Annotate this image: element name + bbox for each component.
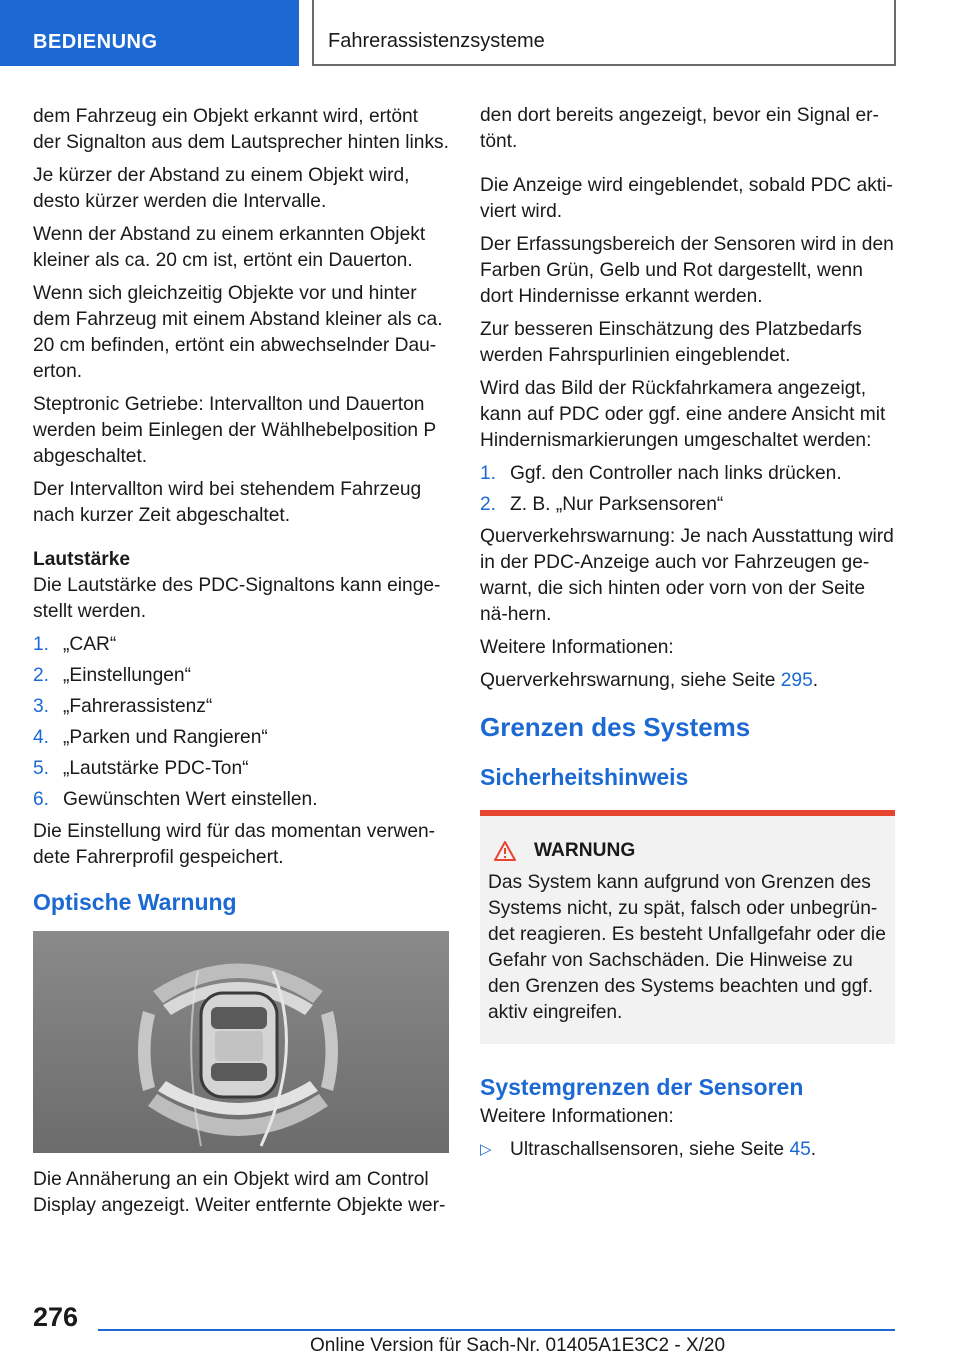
paragraph: Die Einstellung wird für das momentan verwen-dete Fahrerprofil gespeichert. <box>33 821 436 868</box>
list-item <box>33 694 451 720</box>
camera-steps-list <box>480 461 895 518</box>
step-text: Z. B. „Nur Parksensoren“ <box>510 494 724 515</box>
figure-caption: Die Annäherung an ein Objekt wird am Control Display angezeigt. Weiter entfernte Objekte wer- <box>33 1169 446 1216</box>
warning-title-row <box>488 838 887 864</box>
page-number: 276 <box>33 1302 79 1332</box>
sensor-limits-heading: Systemgrenzen der Sensoren <box>480 1074 804 1100</box>
warning-text: Das System kann aufgrund von Grenzen des Systems nicht, zu spät, falsch oder unbegrün-det reagieren. Es besteht Unfallgefahr oder die Gefahr von Sachschäden. Die Hinweise zu den Grenzen des Systems beachten und ggf. aktiv eingreifen. <box>488 872 886 1023</box>
cross-reference <box>480 668 895 694</box>
step-number: 1. <box>33 634 50 655</box>
page-link-45[interactable]: 45 <box>789 1139 811 1160</box>
step-text: „CAR“ <box>63 634 117 655</box>
list-item <box>33 632 451 658</box>
paragraph: dem Fahrzeug ein Objekt erkannt wird, ertönt der Signalton aus dem Lautsprecher hinten links. <box>33 106 449 153</box>
car-sensor-icon <box>33 931 449 1153</box>
step-text: „Lautstärke PDC-Ton“ <box>63 758 249 779</box>
paragraph: Der Intervallton wird bei stehendem Fahrzeug nach kurzer Zeit abgeschaltet. <box>33 479 422 526</box>
warning-box <box>480 810 895 1044</box>
volume-heading: Lautstärke <box>33 549 131 570</box>
safety-heading: Sicherheitshinweis <box>480 764 689 790</box>
step-number: 2. <box>480 494 497 515</box>
warning-title: WARNUNG <box>534 840 636 861</box>
paragraph: Querverkehrswarnung: Je nach Ausstattung wird in der PDC-Anzeige auch vor Fahrzeugen ge-warnt, die sich hinten oder vorn von der Seite nä-hern. <box>480 526 894 625</box>
paragraph: Die Anzeige wird eingeblendet, sobald PDC akti-viert wird. <box>480 175 893 222</box>
list-item <box>480 1137 895 1163</box>
bullet-text <box>510 1137 816 1163</box>
online-version-note: Online Version für Sach-Nr. 01405A1E3C2 - X/20 <box>310 1335 726 1356</box>
reference-suffix: . <box>810 1139 817 1160</box>
reference-suffix: . <box>812 670 819 691</box>
triangle-bullet-icon: ▷ <box>480 1141 492 1158</box>
step-text: „Einstellungen“ <box>63 665 191 686</box>
step-number: 5. <box>33 758 50 779</box>
volume-steps-list <box>33 632 451 813</box>
paragraph: Die Lautstärke des PDC-Signaltons kann einge-stellt werden. <box>33 575 441 622</box>
paragraph: Steptronic Getriebe: Intervallton und Dauerton werden beim Einlegen der Wählhebelposition P abgeschaltet. <box>33 394 436 467</box>
left-column <box>33 104 451 1226</box>
step-text: Gewünschten Wert einstellen. <box>63 789 318 810</box>
optical-warning-heading: Optische Warnung <box>33 889 237 915</box>
chapter-title: Fahrerassistenzsysteme <box>312 0 896 66</box>
paragraph: Wenn der Abstand zu einem erkannten Objekt kleiner als ca. 20 cm ist, ertönt ein Dauerton. <box>33 224 426 271</box>
list-item <box>33 787 451 813</box>
step-number: 1. <box>480 463 497 484</box>
paragraph: Wenn sich gleichzeitig Objekte vor und hinter dem Fahrzeug mit einem Abstand kleiner als ca. 20 cm befinden, ertönt ein abwechselnder Dau-erton. <box>33 283 443 382</box>
footer-divider <box>98 1329 895 1331</box>
list-item <box>33 756 451 782</box>
limits-heading: Grenzen des Systems <box>480 712 751 742</box>
step-text: Ggf. den Controller nach links drücken. <box>510 463 842 484</box>
step-text: „Fahrerassistenz“ <box>63 696 213 717</box>
paragraph: Weitere Informationen: <box>480 637 674 658</box>
reference-list <box>480 1137 895 1163</box>
section-tab: BEDIENUNG <box>0 0 299 66</box>
paragraph: Der Erfassungsbereich der Sensoren wird in den Farben Grün, Gelb und Rot dargestellt, wenn dort Hindernisse erkannt werden. <box>480 234 894 307</box>
page-header <box>0 0 960 66</box>
step-number: 2. <box>33 665 50 686</box>
paragraph: Je kürzer der Abstand zu einem Objekt wird, desto kürzer werden die Intervalle. <box>33 165 410 212</box>
list-item <box>480 461 895 487</box>
paragraph: Wird das Bild der Rückfahrkamera angezeigt, kann auf PDC oder ggf. eine andere Ansicht mit Hindernismarkierungen umgeschaltet werden: <box>480 378 886 451</box>
list-item <box>33 725 451 751</box>
step-text: „Parken und Rangieren“ <box>63 727 268 748</box>
step-number: 3. <box>33 696 50 717</box>
step-number: 6. <box>33 789 50 810</box>
step-number: 4. <box>33 727 50 748</box>
list-item <box>480 492 895 518</box>
pdc-display-illustration <box>33 931 449 1153</box>
list-item <box>33 663 451 689</box>
page-link-295[interactable]: 295 <box>780 670 813 691</box>
reference-text: Querverkehrswarnung, siehe Seite <box>480 670 781 691</box>
reference-text: Ultraschallsensoren, siehe Seite <box>510 1139 790 1160</box>
paragraph: Weitere Informationen: <box>480 1106 674 1127</box>
paragraph: Zur besseren Einschätzung des Platzbedarfs werden Fahrspurlinien eingeblendet. <box>480 319 862 366</box>
right-column <box>480 103 895 1169</box>
paragraph: den dort bereits angezeigt, bevor ein Signal er-tönt. <box>480 105 879 152</box>
warning-triangle-icon <box>494 841 516 861</box>
